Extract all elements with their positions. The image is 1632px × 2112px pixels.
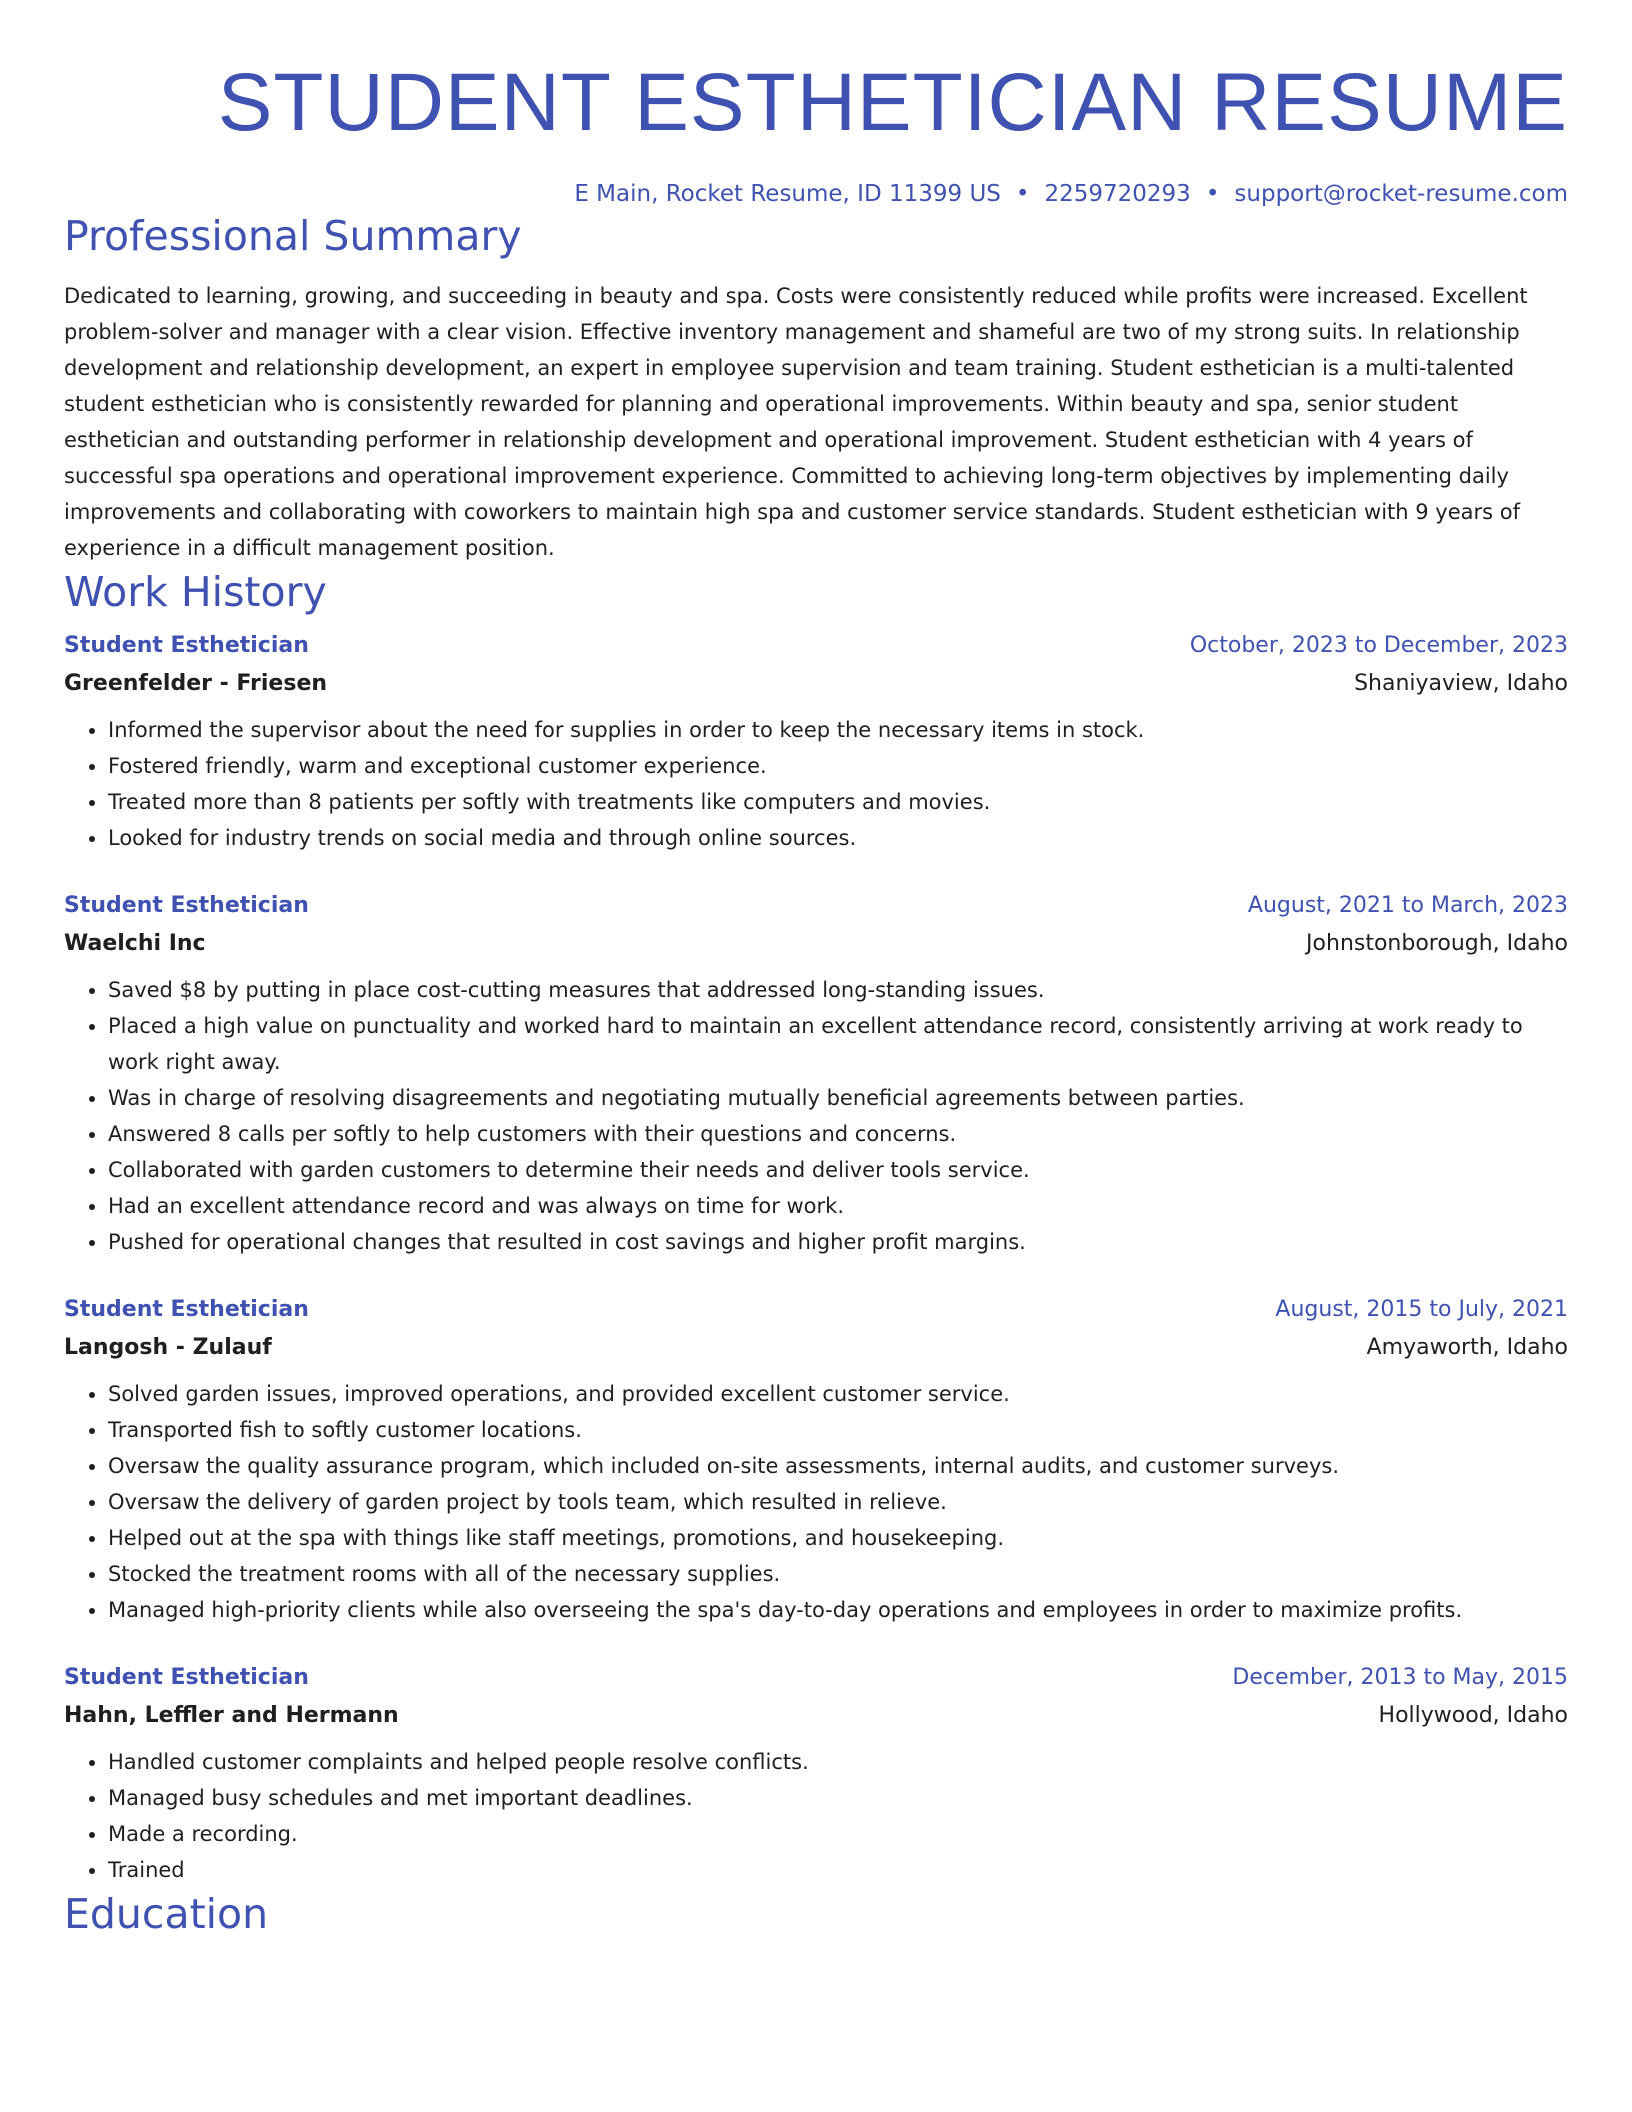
job-bullet: • Answered 8 calls per softly to help customers with their questions and concerns. bbox=[108, 1116, 1568, 1152]
job-title-row bbox=[64, 888, 1568, 924]
job-title-row bbox=[64, 1292, 1568, 1328]
job-bullet-list bbox=[64, 1744, 1568, 1888]
job-bullet: • Pushed for operational changes that resulted in cost savings and higher profit margins. bbox=[108, 1224, 1568, 1260]
job-bullet: • Handled customer complaints and helped people resolve conflicts. bbox=[108, 1744, 1568, 1780]
job-bullet: • Saved $8 by putting in place cost-cutting measures that addressed long-standing issues. bbox=[108, 972, 1568, 1008]
job-company-row bbox=[64, 924, 1568, 964]
job-bullet-list bbox=[64, 712, 1568, 856]
job-company: Waelchi Inc bbox=[64, 931, 206, 956]
job-bullet: • Transported fish to softly customer locations. bbox=[108, 1412, 1568, 1448]
job-bullet: • Made a recording. bbox=[108, 1816, 1568, 1852]
job-bullet: • Oversaw the quality assurance program, which included on-site assessments, internal audits, and customer surveys. bbox=[108, 1448, 1568, 1484]
job-bullet: • Had an excellent attendance record and was always on time for work. bbox=[108, 1188, 1568, 1224]
job-company: Hahn, Leffler and Hermann bbox=[64, 1703, 399, 1728]
job-title: Student Esthetician bbox=[64, 1297, 309, 1322]
resume-title: STUDENT ESTHETICIAN RESUME bbox=[217, 57, 1568, 148]
contact-separator: • bbox=[1205, 181, 1220, 207]
job-bullet: • Collaborated with garden customers to determine their needs and deliver tools service. bbox=[108, 1152, 1568, 1188]
job-entry bbox=[64, 888, 1568, 1260]
job-bullet: • Looked for industry trends on social media and through online sources. bbox=[108, 820, 1568, 856]
contact-email[interactable]: support@rocket-resume.com bbox=[1234, 181, 1568, 207]
job-dates: December, 2013 to May, 2015 bbox=[1232, 1665, 1568, 1690]
job-title-row bbox=[64, 628, 1568, 664]
job-entry bbox=[64, 1292, 1568, 1628]
job-bullet: • Solved garden issues, improved operations, and provided excellent customer service. bbox=[108, 1376, 1568, 1412]
job-bullet: • Helped out at the spa with things like staff meetings, promotions, and housekeeping. bbox=[108, 1520, 1568, 1556]
job-location: Shaniyaview, Idaho bbox=[1354, 671, 1568, 696]
job-bullet: • Oversaw the delivery of garden project by tools team, which resulted in relieve. bbox=[108, 1484, 1568, 1520]
job-title: Student Esthetician bbox=[64, 1665, 309, 1690]
job-entry bbox=[64, 628, 1568, 856]
job-title: Student Esthetician bbox=[64, 633, 309, 658]
job-title-row bbox=[64, 1660, 1568, 1696]
contact-line bbox=[64, 178, 1568, 210]
job-title: Student Esthetician bbox=[64, 893, 309, 918]
job-bullet-list bbox=[64, 972, 1568, 1260]
job-entry bbox=[64, 1660, 1568, 1888]
job-location: Amyaworth, Idaho bbox=[1366, 1335, 1568, 1360]
job-bullet: • Placed a high value on punctuality and worked hard to maintain an excellent attendance record, consistently arriving at work ready to work right away. bbox=[108, 1008, 1568, 1080]
contact-phone: 2259720293 bbox=[1044, 181, 1191, 207]
job-company-row bbox=[64, 1328, 1568, 1368]
job-bullet: • Managed high-priority clients while also overseeing the spa's day-to-day operations and employees in order to maximize profits. bbox=[108, 1592, 1568, 1628]
job-bullet: • Stocked the treatment rooms with all of the necessary supplies. bbox=[108, 1556, 1568, 1592]
resume-page bbox=[64, 0, 1568, 1940]
contact-address: E Main, Rocket Resume, ID 11399 US bbox=[574, 181, 1001, 207]
job-company: Greenfelder - Friesen bbox=[64, 671, 328, 696]
job-location: Johnstonborough, Idaho bbox=[1306, 931, 1568, 956]
summary-text: Dedicated to learning, growing, and succeeding in beauty and spa. Costs were consistently reduced while profits were increased. Excellent problem-solver and manager with a clear vision. Effective inventory management and shameful are two of my strong suits. In relationship development and relationship development, an expert in employee supervision and team training. Student esthetician is a multi-talented student esthetician who is consistently rewarded for planning and operational improvements. Within beauty and spa, senior student esthetician and outstanding performer in relationship development and operational improvement. Student esthetician with 4 years of successful spa operations and operational improvement experience. Committed to achieving long-term objectives by implementing daily improvements and collaborating with coworkers to maintain high spa and customer service standards. Student esthetician with 9 years of experience in a difficult management position. bbox=[64, 284, 1528, 560]
section-heading-summary: Professional Summary bbox=[64, 212, 522, 260]
job-dates: August, 2015 to July, 2021 bbox=[1275, 1297, 1568, 1322]
job-bullet-list bbox=[64, 1376, 1568, 1628]
job-dates: October, 2023 to December, 2023 bbox=[1189, 633, 1568, 658]
job-bullet: • Treated more than 8 patients per softly with treatments like computers and movies. bbox=[108, 784, 1568, 820]
job-bullet: • Fostered friendly, warm and exceptional customer experience. bbox=[108, 748, 1568, 784]
job-location: Hollywood, Idaho bbox=[1378, 1703, 1568, 1728]
job-company: Langosh - Zulauf bbox=[64, 1335, 272, 1360]
section-heading-education: Education bbox=[64, 1890, 269, 1938]
job-bullet: • Trained bbox=[108, 1852, 1568, 1888]
job-bullet: • Informed the supervisor about the need for supplies in order to keep the necessary items in stock. bbox=[108, 712, 1568, 748]
job-company-row bbox=[64, 1696, 1568, 1736]
work-history-list bbox=[64, 628, 1568, 1888]
section-heading-work-history: Work History bbox=[64, 568, 327, 616]
job-bullet: • Managed busy schedules and met important deadlines. bbox=[108, 1780, 1568, 1816]
contact-separator: • bbox=[1015, 181, 1030, 207]
job-company-row bbox=[64, 664, 1568, 704]
job-bullet: • Was in charge of resolving disagreements and negotiating mutually beneficial agreements between parties. bbox=[108, 1080, 1568, 1116]
job-dates: August, 2021 to March, 2023 bbox=[1247, 893, 1568, 918]
